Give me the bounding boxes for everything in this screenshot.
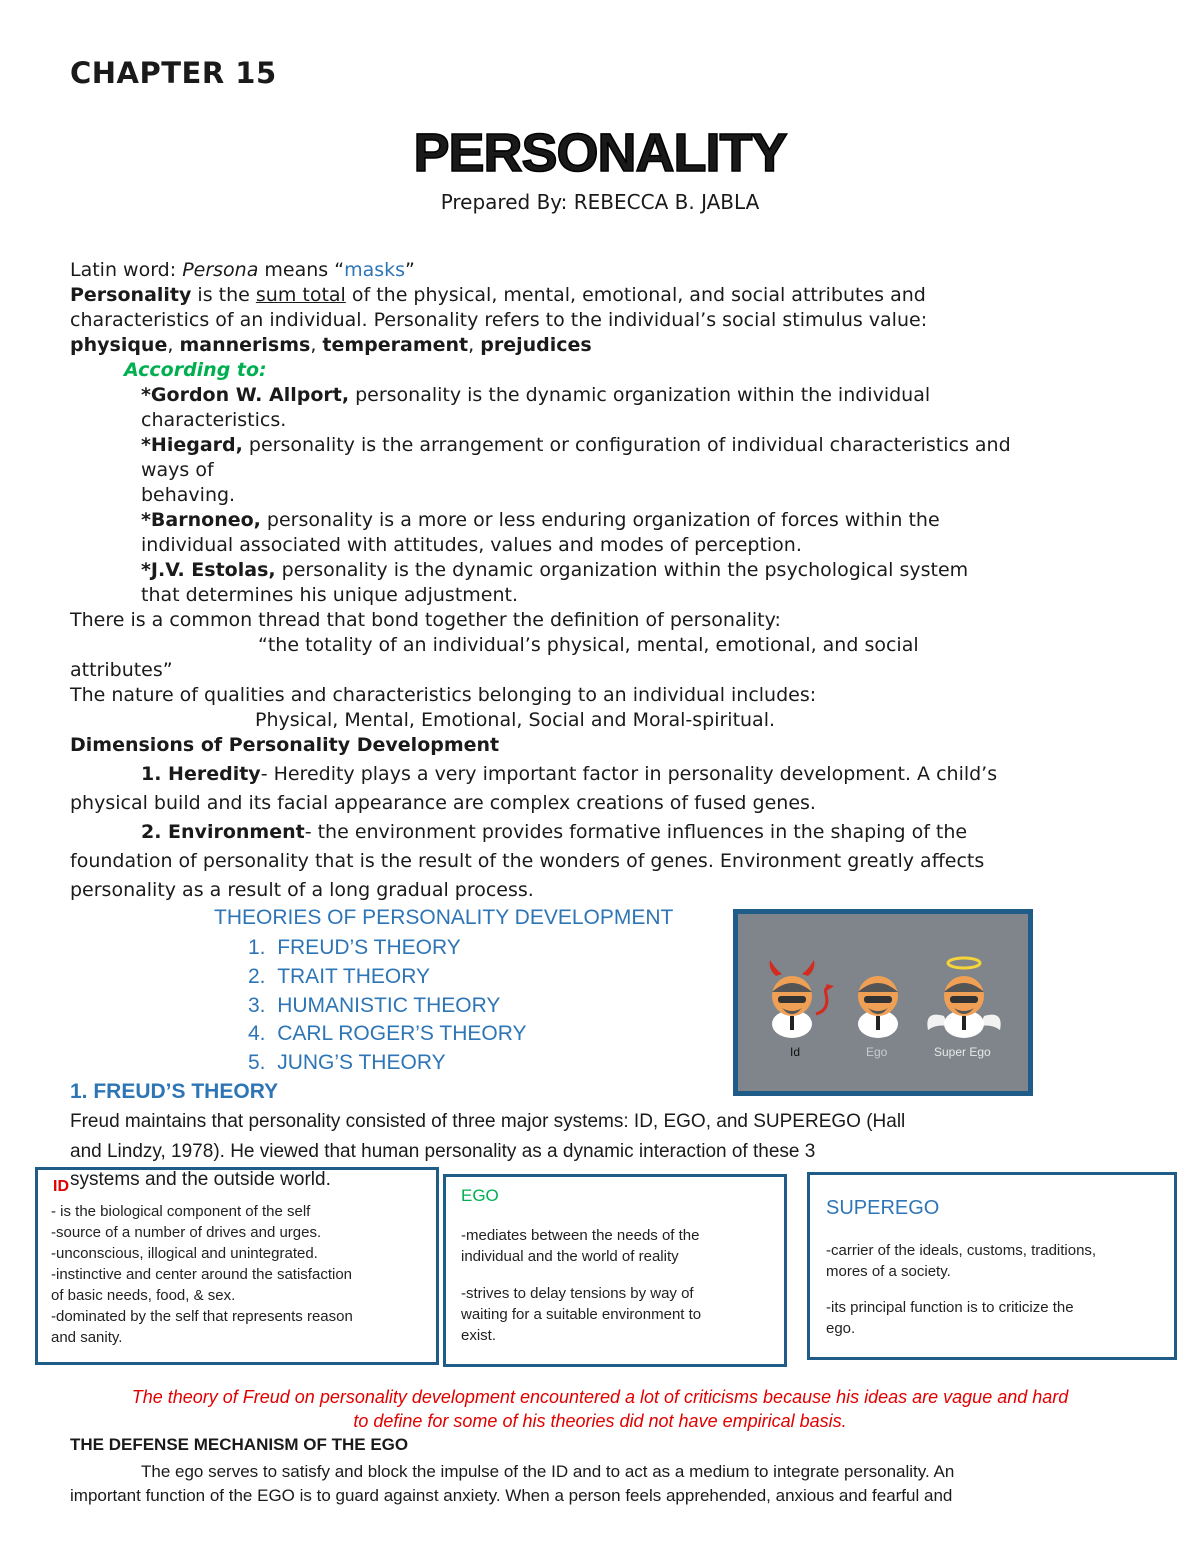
figure-illustration xyxy=(738,914,1028,1091)
superego-box xyxy=(807,1172,1177,1360)
superego-box-line: -its principal function is to criticize the xyxy=(826,1299,1074,1316)
figure-label-id: Id xyxy=(790,1045,801,1059)
page-title: PERSONALITY xyxy=(413,123,787,183)
id-box-line: -instinctive and center around the satisfaction xyxy=(51,1266,353,1283)
id-box xyxy=(35,1167,439,1365)
ego-box-line: exist. xyxy=(461,1327,497,1344)
definition-allport-cont: characteristics. xyxy=(141,409,287,431)
ego-box-line: individual and the world of reality xyxy=(461,1248,679,1265)
according-to-heading: According to: xyxy=(124,359,267,381)
defense-heading: THE DEFENSE MECHANISM OF THE EGO xyxy=(70,1435,409,1454)
superego-character-icon xyxy=(927,958,1000,1038)
figure-label-ego: Ego xyxy=(866,1045,888,1059)
figure-label-superego: Super Ego xyxy=(934,1045,991,1059)
freud-paragraph: and Lindzy, 1978). He viewed that human personality as a dynamic interaction of these 3 xyxy=(70,1141,816,1162)
definition-barnoneo: *Barnoneo, personality is a more or less enduring organization of forces within the xyxy=(141,509,940,531)
definition-estolas-cont: that determines his unique adjustment. xyxy=(141,584,519,606)
theory-item: 2. TRAIT THEORY xyxy=(248,965,431,988)
superego-box-line: mores of a society. xyxy=(826,1263,951,1280)
ego-box-line: -strives to delay tensions by way of xyxy=(461,1285,694,1302)
theories-heading: THEORIES OF PERSONALITY DEVELOPMENT xyxy=(214,906,674,929)
masks-word: masks xyxy=(344,259,406,281)
ego-box-line: waiting for a suitable environment to xyxy=(461,1306,702,1323)
ego-box-line: -mediates between the needs of the xyxy=(461,1227,700,1244)
theory-item: 3. HUMANISTIC THEORY xyxy=(248,994,501,1017)
ego-box-title: EGO xyxy=(461,1186,499,1205)
definition-hiegard: *Hiegard, personality is the arrangement or configuration of individual characteristics and xyxy=(141,434,1011,456)
freud-paragraph: Freud maintains that personality consisted of three major systems: ID, EGO, and SUPEREGO (Hall xyxy=(70,1111,906,1132)
id-ego-superego-figure xyxy=(733,909,1033,1096)
heredity-line: 1. Heredity- Heredity plays a very important factor in personality development. A child’s xyxy=(141,763,998,785)
common-thread: There is a common thread that bond together the definition of personality: xyxy=(70,609,781,631)
id-box-title: ID xyxy=(53,1178,69,1195)
definition-hiegard-cont: ways of xyxy=(141,459,214,481)
id-character-icon xyxy=(770,960,834,1038)
freud-paragraph: systems and the outside world. xyxy=(70,1169,331,1190)
ego-box xyxy=(443,1174,787,1367)
chapter-label: CHAPTER 15 xyxy=(70,56,277,90)
personality-definition-cont: characteristics of an individual. Personality refers to the individual’s social stimulus value: xyxy=(70,309,928,331)
dimensions-heading: Dimensions of Personality Development xyxy=(70,734,500,756)
heredity-line-cont: physical build and its facial appearance are complex creations of fused genes. xyxy=(70,792,816,814)
superego-box-line: ego. xyxy=(826,1320,856,1337)
totality-quote: “the totality of an individual’s physical, mental, emotional, and social xyxy=(258,634,919,656)
id-box-line: - is the biological component of the self xyxy=(51,1203,311,1220)
theory-item: 5. JUNG’S THEORY xyxy=(248,1051,446,1074)
superego-box-line: -carrier of the ideals, customs, traditions, xyxy=(826,1242,1097,1259)
id-box-line: -unconscious, illogical and unintegrated. xyxy=(51,1245,318,1262)
id-box-line: and sanity. xyxy=(51,1329,123,1346)
environment-line: 2. Environment- the environment provides formative influences in the shaping of the xyxy=(141,821,968,843)
id-box-line: -dominated by the self that represents reason xyxy=(51,1308,353,1325)
prepared-by: Prepared By: REBECCA B. JABLA xyxy=(440,190,760,214)
superego-box-title: SUPEREGO xyxy=(826,1197,940,1219)
id-box-line: of basic needs, food, & sex. xyxy=(51,1287,236,1304)
defense-paragraph: important function of the EGO is to guard against anxiety. When a person feels apprehended, anxious and fearful and xyxy=(70,1486,953,1505)
defense-paragraph: The ego serves to satisfy and block the impulse of the ID and to act as a medium to integrate personality. An xyxy=(141,1462,955,1481)
criticism-text: The theory of Freud on personality development encountered a lot of criticisms because his ideas are vague and hard xyxy=(131,1387,1069,1407)
definition-estolas: *J.V. Estolas, personality is the dynamic organization within the psychological system xyxy=(141,559,969,581)
definition-allport: *Gordon W. Allport, personality is the dynamic organization within the individual xyxy=(141,384,931,406)
theory-item: 4. CARL ROGER’S THEORY xyxy=(248,1022,527,1045)
freud-heading: 1. FREUD’S THEORY xyxy=(70,1080,279,1103)
nature-line: The nature of qualities and characteristics belonging to an individual includes: xyxy=(70,684,817,706)
environment-line-cont: personality as a result of a long gradual process. xyxy=(70,879,534,901)
stimulus-values: physique, mannerisms, temperament, prejudices xyxy=(70,334,592,356)
definition-barnoneo-cont: individual associated with attitudes, values and modes of perception. xyxy=(141,534,802,556)
environment-line-cont: foundation of personality that is the result of the wonders of genes. Environment greatly affects xyxy=(70,850,985,872)
personality-definition: Personality is the sum total of the physical, mental, emotional, and social attributes and xyxy=(70,284,926,306)
totality-quote-cont: attributes” xyxy=(70,659,173,681)
theory-item: 1. FREUD’S THEORY xyxy=(248,936,461,959)
latin-word-line: Latin word: Persona means “masks” xyxy=(70,259,415,281)
criticism-text: to define for some of his theories did not have empirical basis. xyxy=(353,1411,847,1431)
ego-character-icon xyxy=(858,976,898,1038)
id-box-line: -source of a number of drives and urges. xyxy=(51,1224,322,1241)
definition-hiegard-cont: behaving. xyxy=(141,484,236,506)
nature-list: Physical, Mental, Emotional, Social and Moral-spiritual. xyxy=(255,709,776,731)
